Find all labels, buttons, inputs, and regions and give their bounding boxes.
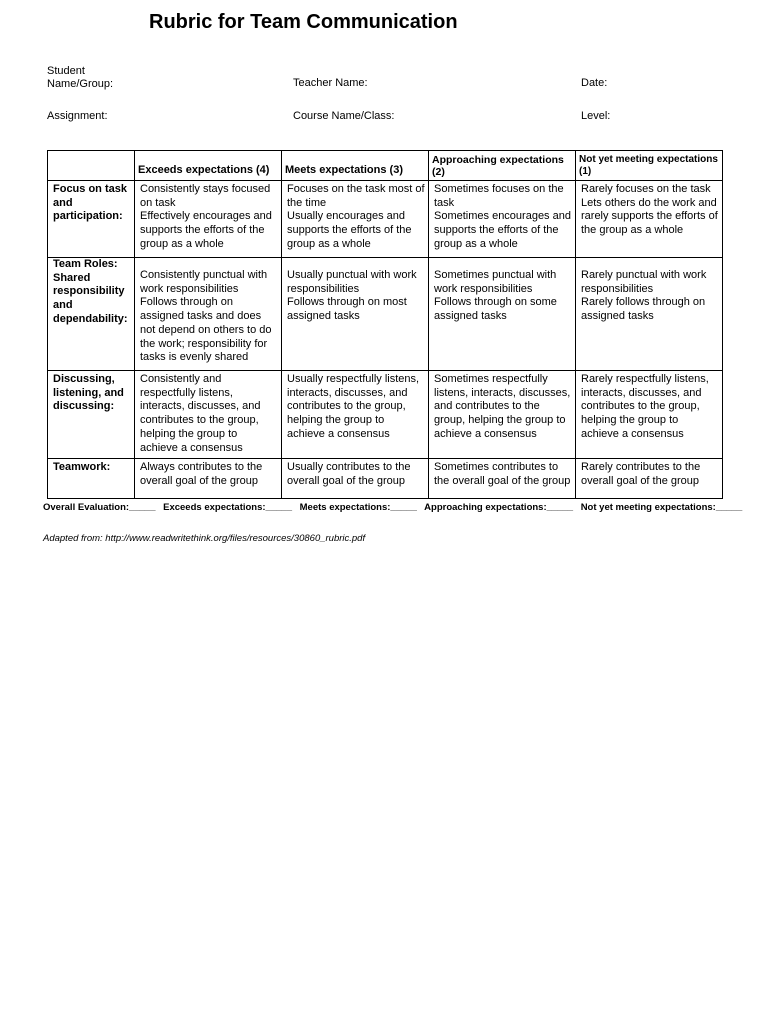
cell-line: Sometimes respectfully listens, interacts, discusses, and contributes to the group, helping the group to achieve a consensus: [434, 373, 571, 440]
cell-line: Rarely punctual with work responsibilities: [581, 269, 707, 295]
column-header-exceeds: Exceeds expectations (4): [135, 151, 282, 181]
table-cell: [429, 371, 576, 459]
cell-line: Rarely follows through on assigned tasks: [581, 296, 706, 323]
approaching-expectations-field: Approaching expectations:_____: [424, 502, 574, 513]
table-cell: [135, 258, 282, 371]
column-header-approaching: Approaching expectations (2): [429, 151, 576, 181]
table-cell: [576, 258, 723, 371]
cell-line: Rarely respectfully listens, interacts, discusses, and contributes to the group, helping the group to achieve a consensus: [581, 373, 709, 440]
cell-line: Sometimes punctual with work responsibilities: [434, 269, 557, 295]
table-cell: [282, 371, 429, 459]
table-row: [48, 258, 723, 371]
rubric-header-row: [48, 151, 723, 181]
table-cell: [282, 258, 429, 371]
table-cell: [135, 181, 282, 258]
table-cell: [282, 459, 429, 499]
table-cell: [429, 258, 576, 371]
cell-line: Consistently punctual with work responsibilities: [140, 269, 268, 295]
source-attribution: Adapted from: http://www.readwritethink.org/files/resources/30860_rubric.pdf: [43, 533, 366, 544]
cell-line: Rarely contributes to the overall goal of the group: [581, 461, 701, 487]
row-label-teamwork: Teamwork:: [48, 459, 135, 499]
rubric-table: [47, 150, 723, 499]
exceeds-expectations-field: Exceeds expectations:_____: [163, 502, 292, 513]
rubric-header-corner: [48, 151, 135, 181]
table-row: [48, 371, 723, 459]
page-title: Rubric for Team Communication: [149, 11, 458, 33]
row-label-team-roles: Team Roles: Shared responsibility and dependability:: [48, 258, 135, 371]
cell-line: Rarely focuses on the task: [581, 183, 711, 195]
cell-line: Usually punctual with work responsibilities: [287, 269, 417, 295]
cell-line: Consistently and respectfully listens, interacts, discusses, and contributes to the group, helping the group to achieve a consensus: [140, 373, 261, 454]
cell-line: Follows through on most assigned tasks: [287, 296, 407, 323]
course-name-label: Course Name/Class:: [293, 110, 395, 122]
table-row: [48, 459, 723, 499]
cell-line: Follows through on some assigned tasks: [434, 296, 557, 323]
level-label: Level:: [581, 110, 611, 122]
table-cell: [429, 459, 576, 499]
row-label-focus: Focus on task and participation:: [48, 181, 135, 258]
table-cell: [576, 181, 723, 258]
cell-line: Always contributes to the overall goal of the group: [140, 461, 263, 487]
table-cell: [282, 181, 429, 258]
cell-line: Sometimes focuses on the task: [434, 183, 564, 209]
table-cell: [576, 371, 723, 459]
assignment-label: Assignment:: [47, 110, 108, 122]
column-header-not-yet: Not yet meeting expectations (1): [576, 151, 723, 181]
table-cell: [135, 459, 282, 499]
cell-line: Usually respectfully listens, interacts, discusses, and contributes to the group, helping the group to achieve a consensus: [287, 373, 420, 440]
row-label-discussing: Discussing, listening, and discussing:: [48, 371, 135, 459]
cell-line: Effectively encourages and supports the efforts of the group as a whole: [140, 210, 272, 250]
cell-line: Sometimes encourages and supports the efforts of the group as a whole: [434, 210, 571, 250]
cell-line: Follows through on assigned tasks and does not depend on others to do the work; responsibility for tasks is evenly shared: [140, 296, 272, 364]
table-cell: [135, 371, 282, 459]
column-header-meets: Meets expectations (3): [282, 151, 429, 181]
student-name-group-label: Student Name/Group:: [47, 65, 114, 90]
meets-expectations-field: Meets expectations:_____: [299, 502, 417, 513]
table-cell: [576, 459, 723, 499]
cell-line: Usually contributes to the overall goal of the group: [287, 461, 411, 487]
date-label: Date:: [581, 77, 608, 89]
cell-line: Lets others do the work and rarely supports the efforts of the group as a whole: [581, 196, 718, 237]
not-yet-meeting-field: Not yet meeting expectations:_____: [580, 502, 743, 513]
teacher-name-label: Teacher Name:: [293, 77, 368, 89]
cell-line: Consistently stays focused on task: [140, 183, 271, 209]
table-row: [48, 181, 723, 258]
overall-evaluation-line: [43, 502, 747, 513]
overall-evaluation-field: Overall Evaluation:_____: [43, 502, 156, 513]
cell-line: Usually encourages and supports the efforts of the group as a whole: [287, 210, 412, 250]
cell-line: Sometimes contributes to the overall goal of the group: [434, 461, 571, 487]
table-cell: [429, 181, 576, 258]
cell-line: Focuses on the task most of the time: [287, 183, 425, 209]
